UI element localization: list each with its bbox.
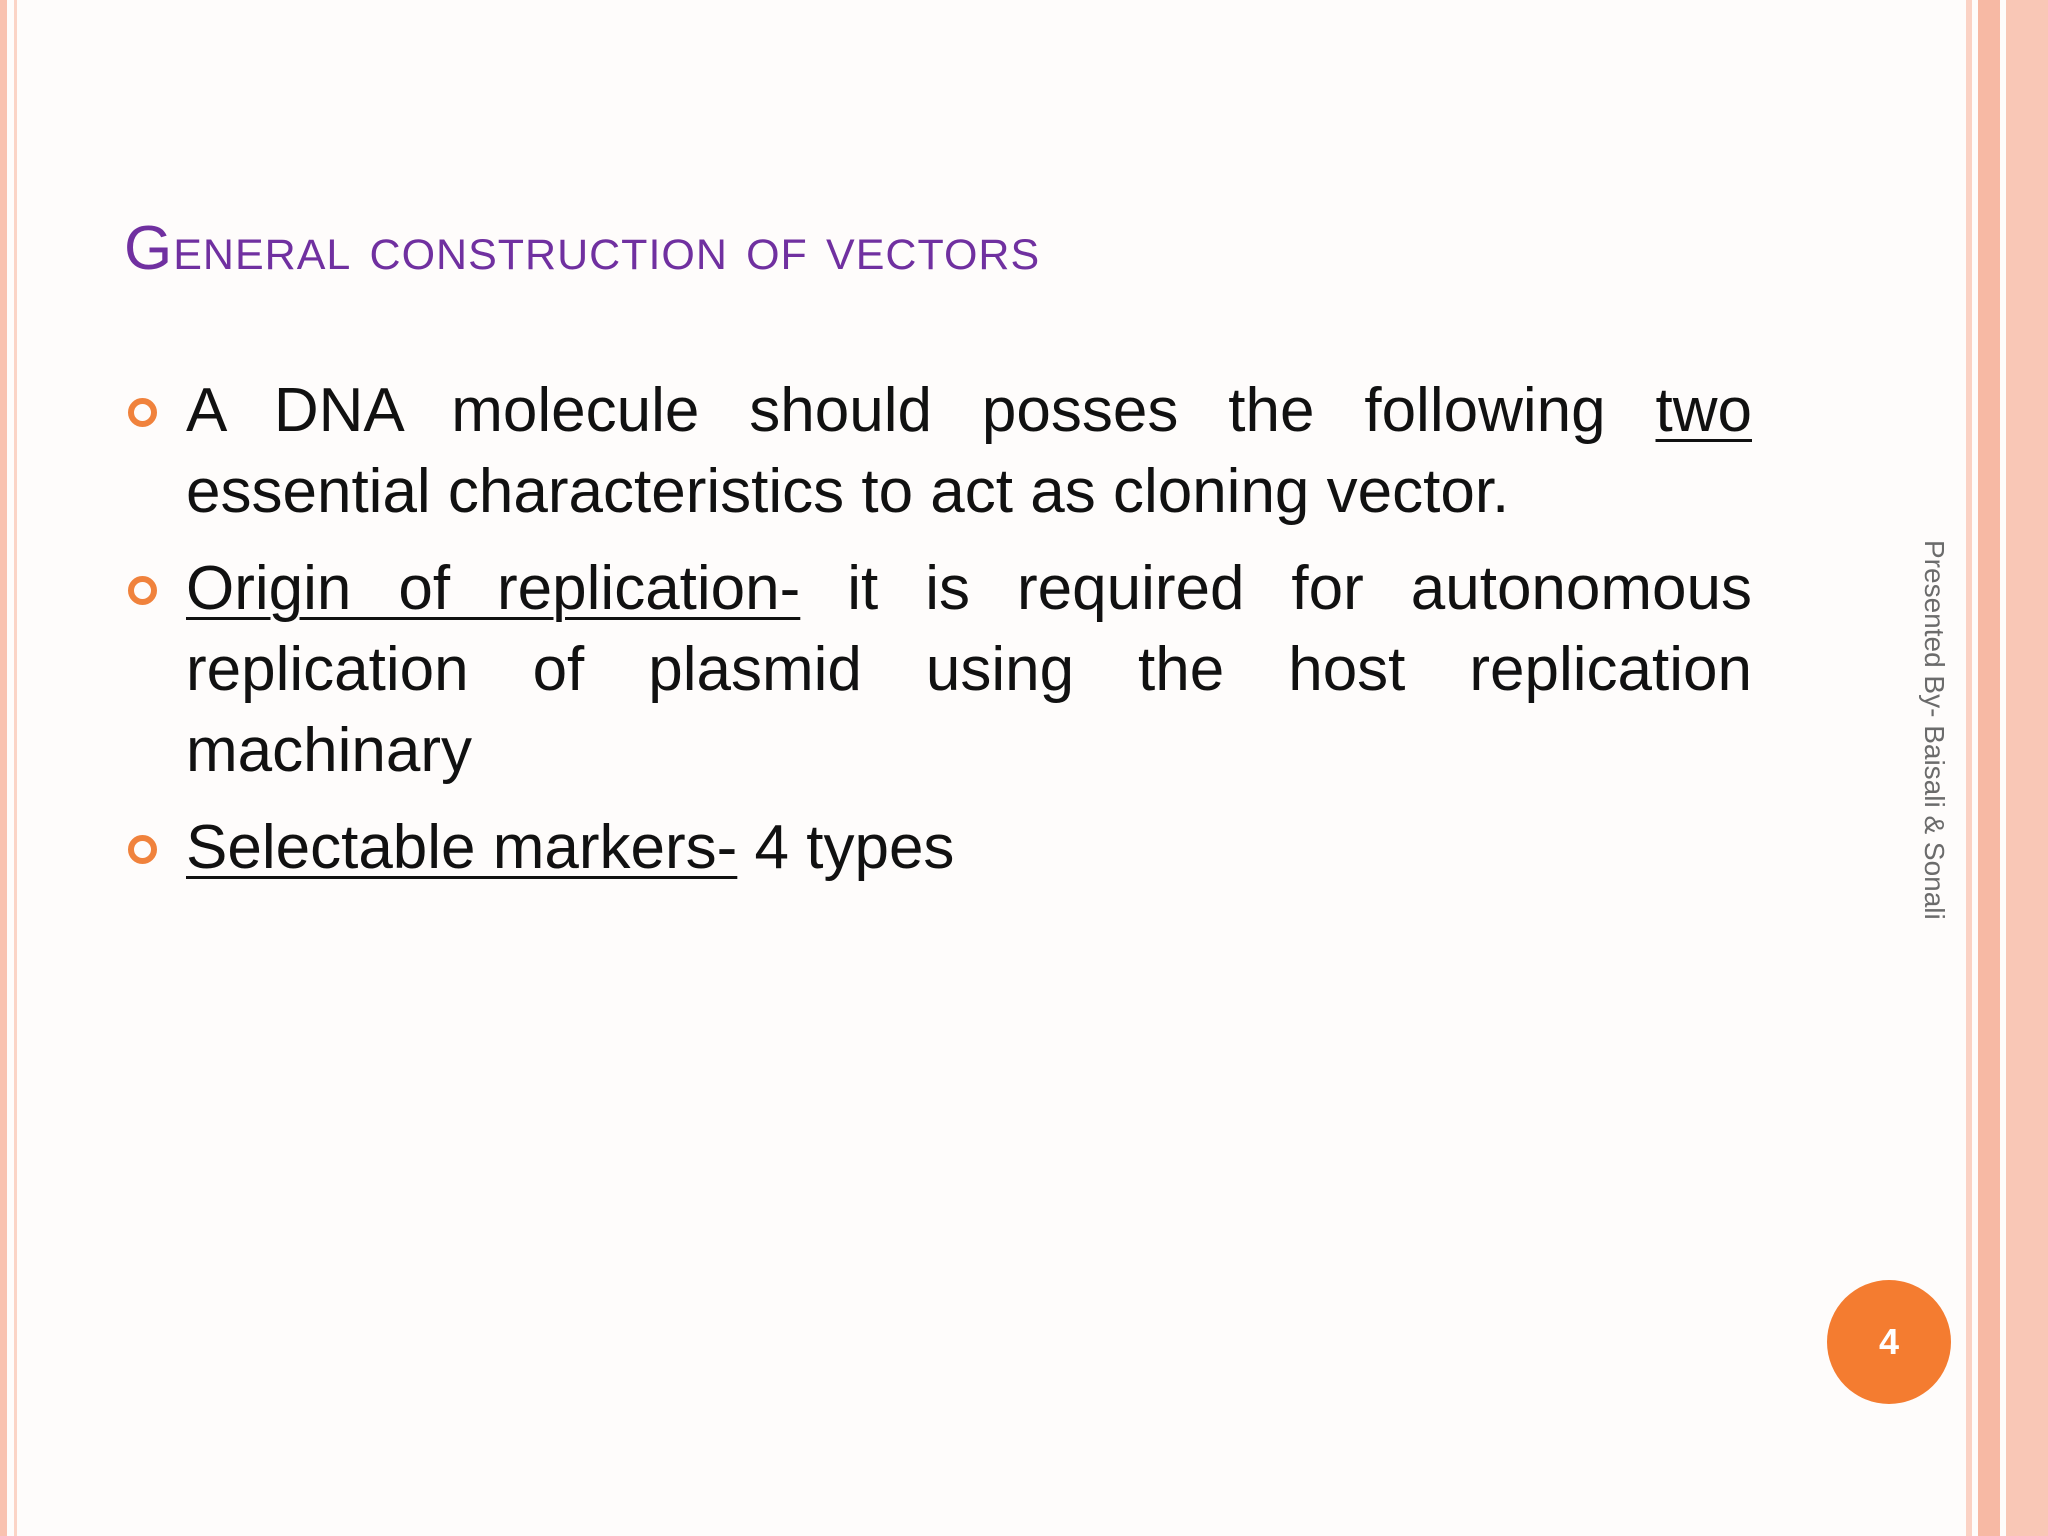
bullet-underlined-text: Origin of replication-: [186, 554, 801, 623]
slide-title: General construction of vectors: [124, 214, 1041, 283]
bullet-text-rest: it is required for autonomous replication of plasmid using the host replication machinary: [186, 554, 1752, 785]
bullet-item-selectable-markers: [126, 807, 1752, 888]
bullet-item-origin-of-replication: [126, 548, 1752, 791]
bullet-underlined-text: two: [1655, 376, 1752, 445]
bullet-list: [126, 370, 1752, 904]
circle-bullet-icon: [128, 576, 157, 605]
bullet-text: A DNA molecule should posses the following: [186, 376, 1656, 445]
left-border-line: [14, 0, 17, 1536]
bullet-text-rest: essential characteristics to act as cloning vector.: [186, 457, 1510, 526]
circle-bullet-icon: [128, 398, 157, 427]
presenter-credit: Presented By- Baisali & Sonali: [1919, 540, 1950, 920]
left-border-decoration: [0, 0, 7, 1536]
page-number-badge: 4: [1827, 1280, 1951, 1404]
bullet-item-characteristics: [126, 370, 1752, 532]
bullet-underlined-text: Selectable markers-: [186, 813, 738, 882]
bullet-text-rest: 4 types: [737, 813, 955, 882]
right-stripe-decoration: [1966, 0, 2048, 1536]
circle-bullet-icon: [128, 835, 157, 864]
